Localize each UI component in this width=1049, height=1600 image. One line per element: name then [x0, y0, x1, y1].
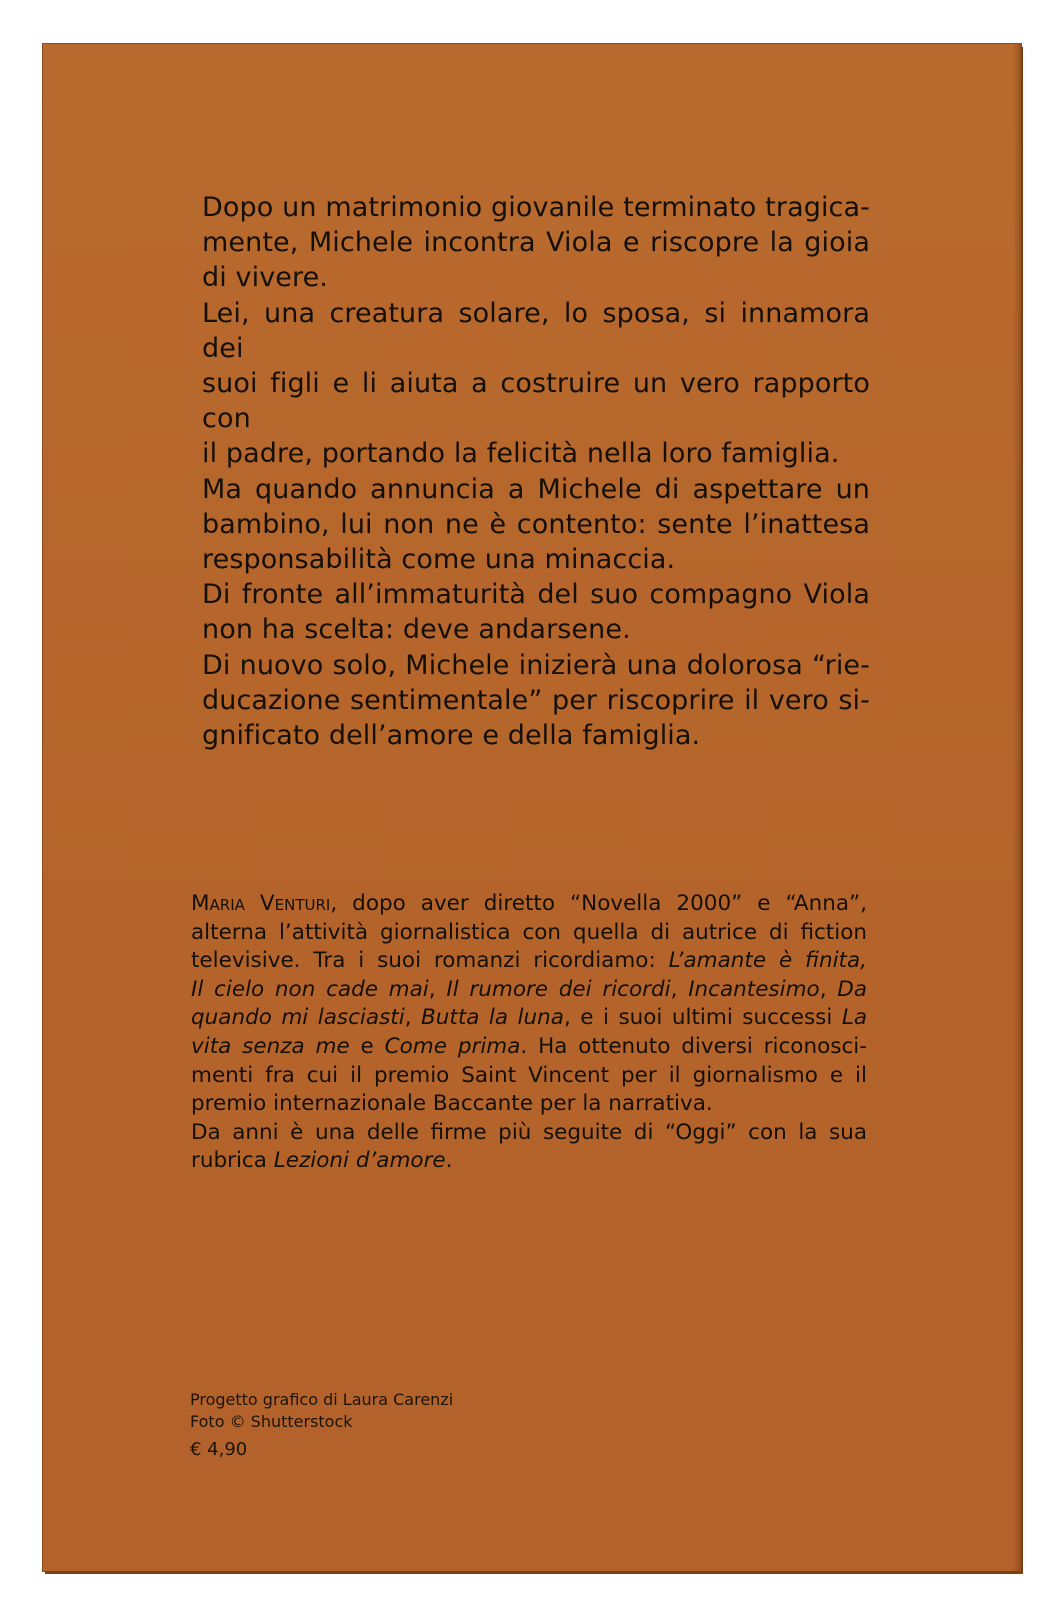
book-title: L’amante è finita, [668, 948, 867, 974]
book-title: Come prima [384, 1033, 521, 1059]
synopsis-line: Di nuovo solo, Michele inizierà una dolorosa “rie- [202, 649, 870, 681]
author-bio-line: alterna l’attività giornalistica con quella di autrice di fiction [191, 919, 867, 945]
author-bio-line: vita senza me e Come prima. Ha ottenuto diversi riconosci- [191, 1033, 867, 1059]
synopsis-line: di vivere. [202, 262, 328, 294]
author-bio-line: premio internazionale Baccante per la narrativa. [191, 1091, 713, 1117]
author-bio-line: menti fra cui il premio Saint Vincent per il giornalismo e il [191, 1062, 867, 1088]
synopsis-line: ducazione sentimentale” per riscoprire il vero si- [202, 684, 870, 716]
author-bio-line: quando mi lasciasti, Butta la luna, e i suoi ultimi successi La [191, 1005, 867, 1031]
column-title: Lezioni d’amore [273, 1148, 446, 1174]
synopsis-line: il padre, portando la felicità nella loro famiglia. [202, 438, 840, 470]
book-title: Il rumore dei ricordi [446, 976, 671, 1002]
synopsis [202, 190, 870, 753]
synopsis-line: Dopo un matrimonio giovanile terminato tragica- [202, 192, 870, 223]
author-bio [191, 890, 867, 1176]
author-bio-line: Da anni è una delle firme più seguite di “Oggi” con la sua [191, 1119, 867, 1145]
author-name: Maria Venturi [191, 891, 331, 916]
synopsis-line: gnificato dell’amore e della famiglia. [202, 720, 701, 752]
book-title: Incantesimo [688, 976, 820, 1002]
book-title: La [841, 1005, 867, 1031]
book-title: quando mi lasciasti [191, 1005, 405, 1031]
price: € 4,90 [190, 1439, 248, 1460]
synopsis-line: Ma quando annuncia a Michele di aspettare un [202, 473, 870, 505]
photo-credit: Foto © Shutterstock [190, 1412, 353, 1431]
synopsis-line: suoi figli e li aiuta a costruire un vero rapporto con [202, 368, 870, 435]
synopsis-line: Lei, una creatura solare, lo sposa, si innamora dei [202, 297, 870, 364]
author-bio-line: Maria Venturi, dopo aver diretto “Novella 2000” e “Anna”, [191, 891, 867, 916]
author-bio-line: Il cielo non cade mai, Il rumore dei ricordi, Incantesimo, Da [191, 976, 868, 1002]
book-title: Il cielo non cade mai [191, 976, 429, 1002]
synopsis-line: mente, Michele incontra Viola e riscopre la gioia [202, 227, 870, 259]
book-title: Da [837, 976, 868, 1002]
synopsis-line: non ha scelta: deve andarsene. [202, 614, 631, 646]
synopsis-line: Di fronte all’immaturità del suo compagno Viola [202, 579, 870, 611]
synopsis-line: responsabilità come una minaccia. [202, 544, 676, 576]
credits [190, 1389, 453, 1461]
book-title: vita senza me [191, 1033, 350, 1059]
design-credit: Progetto grafico di Laura Carenzi [190, 1390, 454, 1409]
book-title: Butta la luna [421, 1005, 564, 1031]
author-bio-line: televisive. Tra i suoi romanzi ricordiamo: L’amante è finita, [191, 948, 867, 974]
back-cover [43, 44, 1021, 1571]
author-bio-line: rubrica Lezioni d’amore. [191, 1148, 453, 1174]
synopsis-line: bambino, lui non ne è contento: sente l’inattesa [202, 508, 870, 540]
